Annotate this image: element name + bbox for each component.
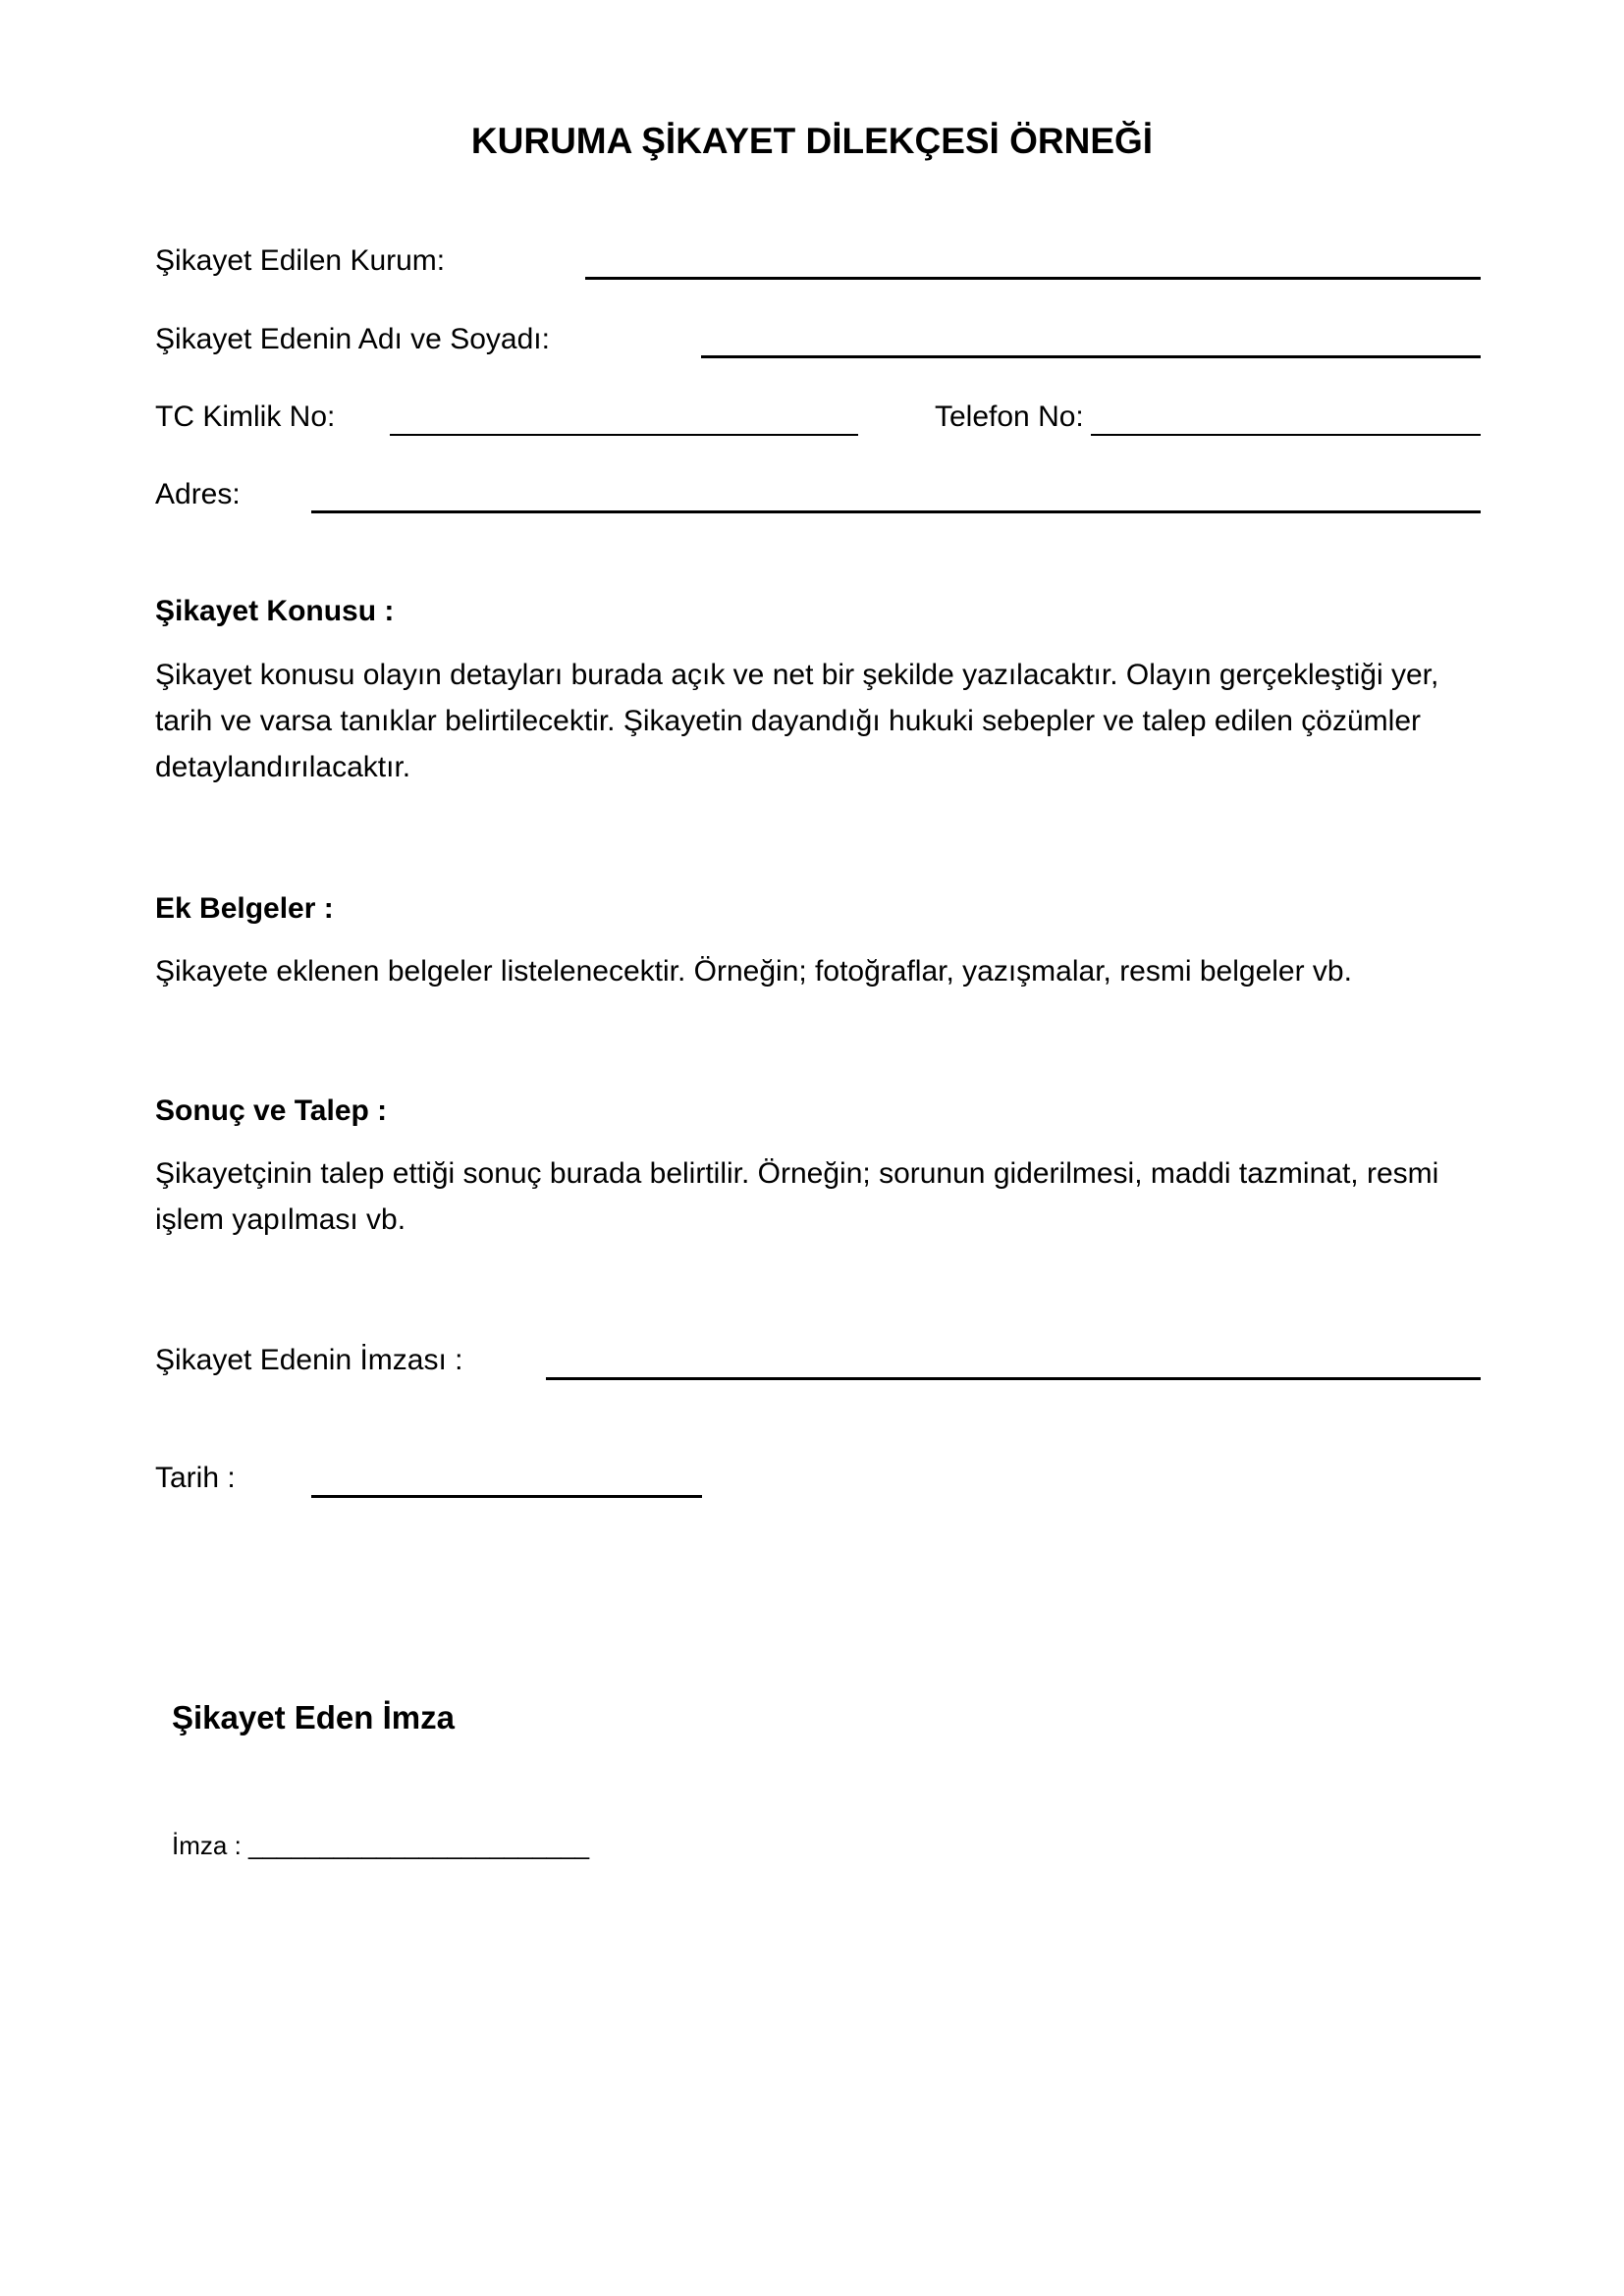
institution-label: Şikayet Edilen Kurum: [155, 244, 446, 277]
date-label: Tarih : [155, 1462, 236, 1494]
subject-heading: Şikayet Konusu : [155, 595, 395, 627]
date-field-line[interactable] [311, 1495, 702, 1498]
address-label: Adres: [155, 478, 241, 510]
institution-field-line[interactable] [585, 277, 1481, 280]
signer-signature-line[interactable] [546, 1377, 1481, 1380]
tc-field-line[interactable] [390, 434, 858, 436]
phone-label: Telefon No: [935, 400, 1084, 433]
document-title: KURUMA ŞİKAYET DİLEKÇESİ ÖRNEĞİ [470, 121, 1154, 161]
name-field-line[interactable] [701, 355, 1481, 358]
phone-field-line[interactable] [1091, 434, 1481, 436]
result-heading: Sonuç ve Talep : [155, 1095, 388, 1127]
sign-label[interactable]: İmza : ________________________ [172, 1831, 590, 1860]
signature-block-heading: Şikayet Eden İmza [172, 1699, 455, 1735]
tc-label: TC Kimlik No: [155, 400, 336, 433]
attachments-body: Şikayete eklenen belgeler listelenecektir. Örneğin; fotoğraflar, yazışmalar, resmi belgeler vb. [155, 955, 1352, 988]
attachments-heading: Ek Belgeler : [155, 892, 334, 925]
name-label: Şikayet Edenin Adı ve Soyadı: [155, 323, 550, 355]
signer-signature-label: Şikayet Edenin İmzası : [155, 1344, 463, 1376]
address-field-line[interactable] [311, 510, 1481, 513]
result-body: Şikayetçinin talep ettiği sonuç burada belirtilir. Örneğin; sorunun giderilmesi, maddi tazminat, resmi işlem yapılması vb. [155, 1157, 1439, 1236]
subject-body: Şikayet konusu olayın detayları burada açık ve net bir şekilde yazılacaktır. Olayın gerçekleştiği yer, tarih ve varsa tanıklar belirtilecektir. Şikayetin dayandığı hukuki sebepler ve talep edilen çözümler detaylandırılacaktır. [155, 659, 1439, 783]
